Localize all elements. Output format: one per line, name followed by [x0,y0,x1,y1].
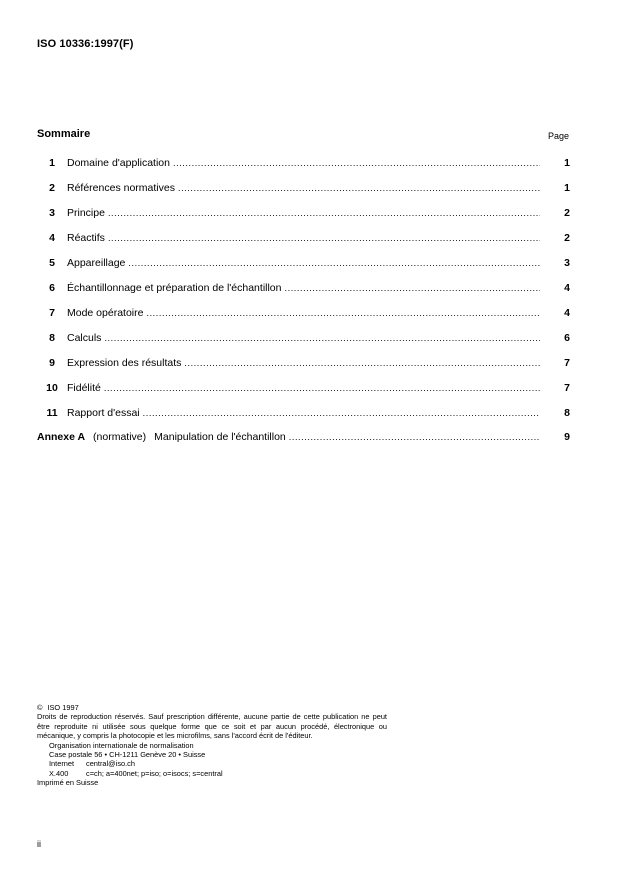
copyright-line [37,703,387,712]
toc-entry[interactable] [37,357,570,373]
copyright-symbol: © [37,703,43,712]
toc-page-column-label: Page [548,131,570,141]
page-number: ii [37,839,41,849]
internet-label: Internet [49,759,75,769]
dot-leader [184,358,540,368]
toc-entry-number: 5 [49,257,55,269]
toc-entry-title: Domaine d'application [67,157,170,169]
toc-entry-page: 7 [564,357,570,369]
dot-leader [104,333,540,343]
toc-entry[interactable] [37,157,570,173]
printed-in: Imprimé en Suisse [37,778,99,788]
toc-entry-number: 10 [46,382,58,394]
dot-leader [128,258,540,268]
toc-entry-number: 2 [49,182,55,194]
x400-row [49,769,387,778]
dot-leader [173,158,540,168]
internet-row [49,759,387,768]
toc-entry-number: 4 [49,232,55,244]
toc-entry[interactable] [37,207,570,223]
internet-value[interactable]: central@iso.ch [86,759,135,769]
toc-entry-page: 1 [564,157,570,169]
toc-entry[interactable] [37,307,570,323]
toc-entry-page: 2 [564,207,570,219]
toc-entry[interactable] [37,282,570,298]
dot-leader [104,383,540,393]
toc-entry-title: Rapport d'essai [67,407,140,419]
toc-entry-title: Fidélité [67,382,101,394]
rights-notice: Droits de reproduction réservés. Sauf prescription différente, aucune partie de cette publication ne peut être reproduite ni utilisée sous quelque forme que ce soit et par aucun procédé, électronique ou mécanique, y compris la photocopie et les microfilms, sans l'accord écrit de l'éditeur. [37,712,387,741]
toc-entry-number: 8 [49,332,55,344]
toc-entry-page: 2 [564,232,570,244]
toc-entry-number: 6 [49,282,55,294]
toc-title: Sommaire [37,128,91,140]
toc-entry-title: Expression des résultats [67,357,182,369]
toc-entry-page: 7 [564,382,570,394]
dot-leader [178,183,540,193]
postal-address: Case postale 56 • CH-1211 Genève 20 • Suisse [49,750,206,760]
toc-entry[interactable] [37,382,570,398]
annex-label: Annexe A [37,431,86,443]
toc-entry-page: 1 [564,182,570,194]
dot-leader [143,408,540,418]
toc-entry-page: 6 [564,332,570,344]
dot-leader [289,432,540,442]
toc-entry-title: Échantillonnage et préparation de l'échantillon [67,282,282,294]
toc-entry-page: 3 [564,257,570,269]
toc-entry[interactable] [37,182,570,198]
toc-entry-number: 3 [49,207,55,219]
dot-leader [146,308,540,318]
toc-entry[interactable] [37,232,570,248]
document-id: ISO 10336:1997(F) [37,38,134,50]
toc-entry-title: Calculs [67,332,102,344]
dot-leader [108,233,540,243]
annex-type: (normative) [93,431,147,443]
toc-entry-page: 4 [564,307,570,319]
toc-annex-entry[interactable] [37,431,570,447]
toc-entry[interactable] [37,257,570,273]
copyright-year: ISO 1997 [47,703,79,712]
toc-entry-number: 9 [49,357,55,369]
toc-entry-number: 7 [49,307,55,319]
toc-entry-page: 4 [564,282,570,294]
toc-entry-title: Principe [67,207,105,219]
toc-entry-number: 1 [49,157,55,169]
toc-entry-title: Références normatives [67,182,175,194]
toc-entry-title: Appareillage [67,257,126,269]
dot-leader [108,208,540,218]
annex-page: 9 [564,431,570,443]
toc-entry[interactable] [37,407,570,423]
address-block [37,741,387,779]
dot-leader [285,283,541,293]
organisation-name: Organisation internationale de normalisation [49,740,194,750]
toc-entry-title: Mode opératoire [67,307,144,319]
annex-title: Manipulation de l'échantillon [154,431,286,443]
copyright-block [37,703,387,788]
x400-value: c=ch; a=400net; p=iso; o=isocs; s=central [86,768,223,778]
toc-entry-page: 8 [564,407,570,419]
toc-entry-title: Réactifs [67,232,105,244]
x400-label: X.400 [49,768,69,778]
toc-entry-number: 11 [46,407,58,419]
toc-entry[interactable] [37,332,570,348]
